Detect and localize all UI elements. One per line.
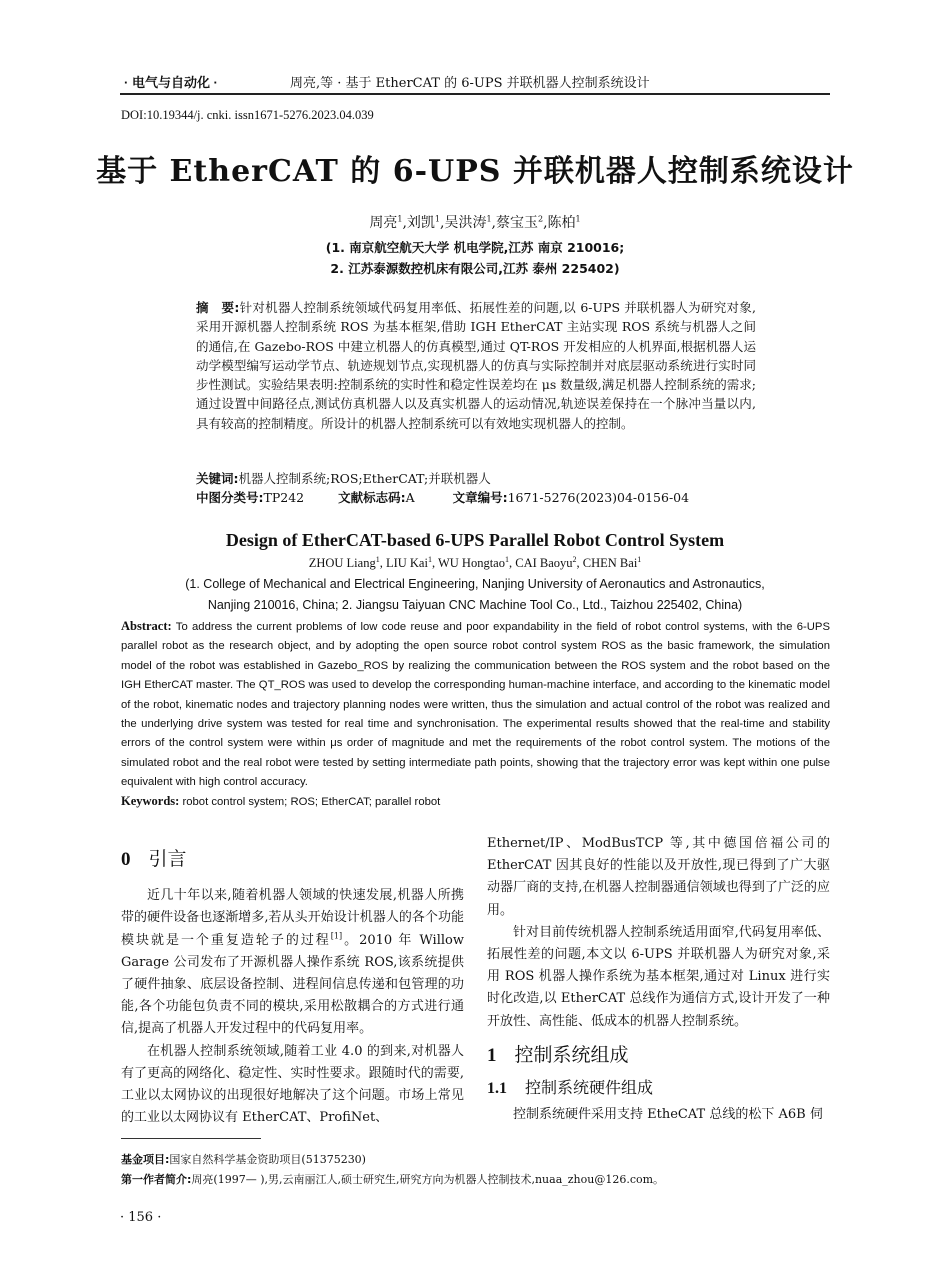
- clc-value: TP242: [263, 490, 305, 505]
- page-title: 基于 EtherCAT 的 6-UPS 并联机器人控制系统设计: [96, 154, 854, 189]
- author-name-en: CHEN Bai: [582, 556, 638, 570]
- keywords-en: [121, 792, 830, 812]
- header-rule: [120, 93, 830, 95]
- section-1-heading: [487, 1044, 830, 1067]
- author-name: 周亮: [369, 215, 398, 231]
- keywords-cn-text: 机器人控制系统;ROS;EtherCAT;并联机器人: [238, 471, 491, 486]
- paragraph: 在机器人控制系统领域,随着工业 4.0 的到来,对机器人有了更高的网络化、稳定性、实时性要求。跟随时代的需要,工业以太网协议的出现很好地解决了这个问题。市场上常见的工业以太网协议有 EtherCAT、ProfiNet、: [121, 1043, 464, 1126]
- affiliation-cn-1: (1. 南京航空航天大学 机电学院,江苏 南京 210016;: [325, 240, 625, 255]
- fund-label: 基金项目:: [121, 1153, 170, 1166]
- section-number: 1: [487, 1044, 497, 1066]
- section-1-1-heading: [487, 1077, 830, 1100]
- paragraph-text: 近几十年以来,随着机器人领域的快速发展,机器人所携带的硬件设备也逐渐增多,若从头开始设计机器人的各个功能模块就是一个重复造轮子的过程: [121, 888, 464, 948]
- keywords-cn-label: 关键词:: [196, 471, 239, 486]
- abstract-cn-label: 摘 要:: [196, 300, 240, 315]
- clc-label: 中图分类号:: [196, 490, 264, 505]
- classification-row: [196, 488, 756, 507]
- article-no-label: 文章编号:: [452, 490, 508, 505]
- author-mark: 1: [427, 554, 432, 564]
- abstract-en-text: To address the current problems of low code reuse and poor expandability in the field of robot control systems, with the 6-UPS parallel robot as the research object, and by adopting the open source robot control system ROS as the basic framework, the simulation model of the robot was established in Gazebo_ROS by realizing the communication between the ROS system and the robot based on the IGH EtherCAT master. The QT_ROS was used to develop the corresponding human-machine interface, and according to the kinematic model of the robot, kinematic nodes and trajectory planning nodes were written, thus the simulation and actual control of the robot was realized and the underlying drive system was tested for real time and synchronisation. The experimental results showed that the real-time and stability errors of the control system were within μs order of magnitude and met the requirements of the robot control system. The motions of the simulated robot and the real robot were tested by setting intermediate path points, showing that the trajectory error was kept within one pulse equivalent with high control accuracy.: [121, 621, 831, 789]
- paragraph: 控制系统硬件采用支持 EtheCAT 总线的松下 A6B 伺: [513, 1107, 823, 1123]
- paragraph-text: 。2010 年 Willow Garage 公司发布了开源机器人操作系统 ROS,该系统提供了硬件抽象、底层设备控制、进程间信息传递和包管理的功能,各个功能包负责不同的模块,采用松散耦合的方式进行通信,提高了机器人开发过程中的代码复用率。: [121, 932, 464, 1037]
- abstract-cn-text: 针对机器人控制系统领域代码复用率低、拓展性差的问题,以 6-UPS 并联机器人为研究对象,采用开源机器人控制系统 ROS 为基本框架,借助 IGH EtherCAT 主站实现 ROS 系统与机器人之间的通信,在 Gazebo-ROS 中建立机器人的仿真模型,通过 QT-ROS 开发相应的人机界面,根据机器人运动学模型编写运动学节点、轨迹规划节点,实现机器人的仿真与实际控制并对底层驱动系统进行实时同步性测试。实验结果表明:控制系统的实时性和稳定性误差均在 μs 数量级,满足机器人控制系统的需求;通过设置中间路径点,测试仿真机器人以及真实机器人的运动情况,轨迹误差保持在一个脉冲当量以内,具有较高的控制精度。所设计的机器人控制系统可以有效地实现机器人的控制。: [196, 300, 756, 431]
- author-name: 刘凯: [406, 215, 435, 231]
- running-title: 周亮,等 · 基于 EtherCAT 的 6-UPS 并联机器人控制系统设计: [290, 76, 650, 91]
- abstract-en-label: Abstract:: [121, 619, 172, 633]
- page-number: · 156 ·: [120, 1210, 162, 1225]
- author-name: 吴洪涛: [444, 215, 487, 231]
- author-mark: 1: [486, 214, 492, 224]
- article-no-value: 1671-5276(2023)04-0156-04: [507, 490, 690, 505]
- author-name: 陈柏: [547, 215, 576, 231]
- footnote-rule: [121, 1138, 261, 1139]
- abstract-en: [121, 617, 830, 793]
- right-column: [487, 833, 830, 1126]
- title-en: Design of EtherCAT-based 6-UPS Parallel Robot Control System: [225, 530, 725, 550]
- author-mark: 1: [575, 214, 581, 224]
- author-mark: 2: [538, 214, 544, 224]
- abstract-cn: [196, 298, 756, 433]
- doi: DOI:10.19344/j. cnki. issn1671-5276.2023.04.039: [121, 108, 374, 122]
- section-title: 控制系统组成: [514, 1043, 629, 1066]
- keywords-en-text: robot control system; ROS; EtherCAT; parallel robot: [182, 796, 441, 808]
- author-mark: 1: [434, 214, 440, 224]
- paragraph: 针对目前传统机器人控制系统适用面窄,代码复用率低、拓展性差的问题,本文以 6-UPS 并联机器人为研究对象,采用 ROS 机器人操作系统为基本框架,通过对 Linux 进行实时化改造,以 EtherCAT 总线作为通信方式,设计开发了一种开放性、高性能、低成本的机器人控制系统。: [487, 924, 830, 1029]
- author-name: 蔡宝玉: [496, 215, 538, 231]
- left-column: [121, 848, 464, 1129]
- authors-cn: 周亮$^1$,刘凯$^1$,吴洪涛$^1$,蔡宝玉$^2$,陈柏$^1$: [369, 214, 581, 231]
- author-name-en: WU Hongtao: [437, 556, 505, 570]
- author-mark: 1: [637, 554, 642, 564]
- keywords-en-label: Keywords:: [121, 794, 180, 808]
- author-mark: 2: [572, 554, 577, 564]
- author-info-text: 周亮(1997— ),男,云南丽江人,硕士研究生,研究方向为机器人控制技术,nuaa_zhou@126.com。: [191, 1173, 665, 1186]
- author-name-en: LIU Kai: [385, 556, 428, 570]
- authors-en: ZHOU Liang$^1$, LIU Kai$^1$, WU Hongtao$^1$, CAI Baoyu$^2$, CHEN Bai$^1$: [308, 554, 642, 570]
- header-section: · 电气与自动化 ·: [124, 75, 218, 90]
- paragraph: Ethernet/IP、ModBusTCP 等,其中德国倍福公司的 EtherCAT 因其良好的性能以及开放性,现已得到了广大驱动器厂商的支持,在机器人控制器通信领域也得到了广泛的应用。: [487, 836, 830, 918]
- citation: [1]: [330, 931, 343, 941]
- doc-code-value: A: [405, 490, 415, 505]
- footnote-author: [121, 1171, 664, 1187]
- author-name-en: ZHOU Liang: [308, 556, 376, 570]
- section-number: 1.1: [487, 1080, 507, 1098]
- doc-code-label: 文献标志码:: [338, 490, 406, 505]
- author-mark: 1: [504, 554, 509, 564]
- section-title: 控制系统硬件组成: [525, 1078, 654, 1098]
- affiliation-en-1: (1. College of Mechanical and Electrical Engineering, Nanjing University of Aeronautics and Astronautics,: [185, 577, 765, 591]
- author-name-en: CAI Baoyu: [515, 556, 573, 570]
- author-mark: 1: [375, 554, 380, 564]
- footnote-fund: [121, 1151, 366, 1167]
- keywords-cn: [196, 469, 756, 488]
- author-info-label: 第一作者简介:: [121, 1173, 192, 1186]
- paragraph: [121, 885, 464, 1040]
- section-number: 0: [121, 849, 131, 870]
- author-mark: 1: [397, 214, 403, 224]
- affiliation-cn-2: 2. 江苏泰源数控机床有限公司,江苏 泰州 225402): [330, 261, 620, 276]
- affiliation-en-2: Nanjing 210016, China; 2. Jiangsu Taiyuan CNC Machine Tool Co., Ltd., Taizhou 225402, China): [207, 598, 743, 612]
- section-0-heading: [121, 848, 464, 871]
- section-title: 引言: [148, 848, 187, 870]
- fund-text: 国家自然科学基金资助项目(51375230): [169, 1153, 366, 1166]
